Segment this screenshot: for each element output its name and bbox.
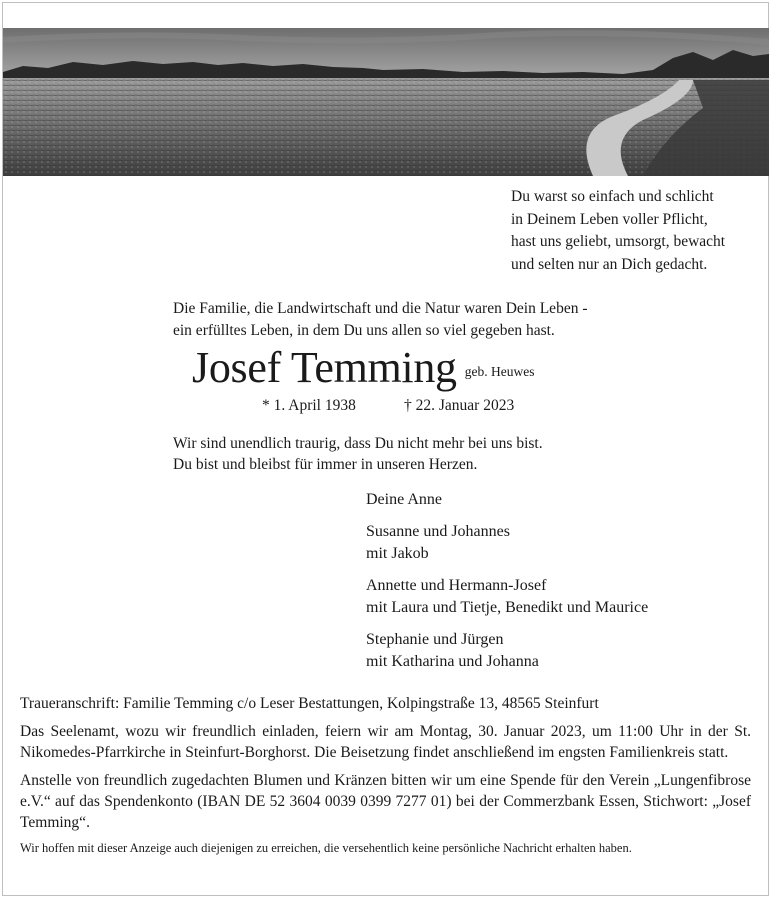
family-group — [366, 489, 746, 511]
family-group — [366, 521, 746, 565]
family-group — [366, 629, 746, 673]
deceased-name-row — [192, 338, 534, 398]
service-info: Das Seelenamt, wozu wir freundlich einladen, feiern wir am Montag, 30. Januar 2023, um 11:00 Uhr in der St. Nikomedes-Pfarrkirche in Steinfurt-Borghorst. Die Beisetzung findet anschließend im engsten Familienkreis statt. — [20, 723, 751, 761]
family-line: mit Jakob — [366, 545, 429, 562]
family-line: mit Katharina und Johanna — [366, 653, 539, 670]
birth-date: * 1. April 1938 — [262, 397, 356, 414]
intro-line: Die Familie, die Landwirtschaft und die Natur waren Dein Leben - — [173, 300, 588, 317]
footer-info — [20, 693, 751, 864]
family-line: Susanne und Johannes — [366, 523, 510, 540]
family-line: Annette und Hermann-Josef — [366, 577, 547, 594]
mourning-address: Traueranschrift: Familie Temming c/o Leser Bestattungen, Kolpingstraße 13, 48565 Steinfurt — [20, 695, 599, 712]
landscape-photo — [3, 28, 769, 176]
closing-note: Wir hoffen mit dieser Anzeige auch diejenigen zu erreichen, die versehentlich keine persönliche Nachricht erhalten haben. — [20, 841, 632, 855]
death-date: † 22. Januar 2023 — [404, 397, 515, 414]
poem-line: und selten nur an Dich gedacht. — [511, 255, 708, 273]
poem-line: in Deinem Leben voller Pflicht, — [511, 210, 708, 228]
family-group — [366, 575, 746, 619]
intro-line: ein erfülltes Leben, in dem Du uns allen so viel gegeben hast. — [173, 322, 555, 339]
poem-line: Du warst so einfach und schlicht — [511, 188, 714, 205]
mourning-line: Wir sind unendlich traurig, dass Du nicht mehr bei uns bist. — [173, 435, 543, 452]
family-signatures — [366, 489, 746, 683]
donation-info: Anstelle von freundlich zugedachten Blumen und Kränzen bitten wir um eine Spende für den Verein „Lungenfibrose e.V.“ auf das Spendenkonto (IBAN DE 52 3604 0039 0399 7277 01) bei der Commerzbank Essen, Stichwort: „Josef Temming“. — [20, 772, 751, 831]
birth-name: geb. Heuwes — [464, 364, 535, 379]
family-line: Deine Anne — [366, 491, 442, 508]
intro-text — [173, 298, 653, 342]
family-line: mit Laura und Tietje, Benedikt und Maurice — [366, 599, 649, 616]
family-line: Stephanie und Jürgen — [366, 631, 504, 648]
deceased-name: Josef Temming — [192, 343, 457, 392]
mourning-line: Du bist und bleibst für immer in unseren Herzen. — [173, 456, 478, 473]
poem — [511, 186, 761, 276]
poem-line: hast uns geliebt, umsorgt, bewacht — [511, 233, 726, 250]
mourning-text — [173, 433, 653, 475]
